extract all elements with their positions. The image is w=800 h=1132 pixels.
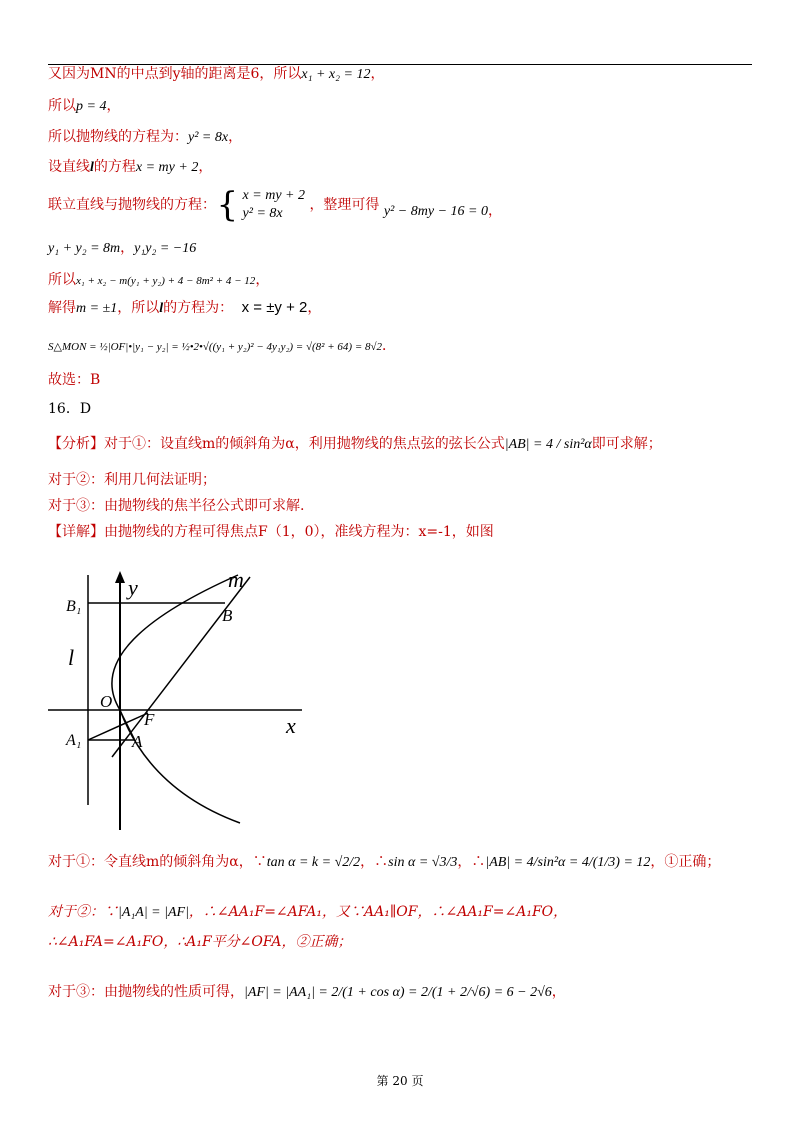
label-a1: A₁: [66, 732, 82, 749]
text-line-18: ∴∠A₁FA=∠A₁FO，∴A₁F平分∠OFA，②正确；: [48, 934, 352, 950]
parabola-curve: [112, 575, 240, 823]
parabola-figure: [40, 565, 320, 835]
text-line-13: 对于②：利用几何法证明；: [48, 472, 216, 488]
label-o: O: [100, 692, 113, 711]
text-line-4: 设直线l的方程x = my + 2，: [48, 159, 213, 175]
text-line-11: 16．D: [48, 401, 92, 417]
label-l: l: [68, 645, 75, 670]
label-f: F: [144, 710, 155, 729]
label-y: y: [128, 575, 138, 600]
label-b: B: [222, 606, 233, 625]
text-line-19: 对于③：由抛物线的性质可得，|AF| = |AA₁| = 2/(1 + cos α) = 2/(1 + 2/√6) = 6 − 2√6，: [48, 984, 566, 1000]
page-number: 第 20 页: [376, 1074, 424, 1088]
text-line-3: 所以抛物线的方程为：y² = 8x，: [48, 129, 243, 145]
label-a: A: [132, 732, 143, 751]
text-line-17: 对于②：∵|A₁A| = |AF|，∴∠AA₁F=∠AFA₁，又∵AA₁∥OF，∴∠AA₁F=∠A₁FO，: [48, 904, 568, 920]
text-line-12: 【分析】对于①：设直线m的倾斜角为α，利用抛物线的焦点弦的弦长公式|AB| = 4 / sin²α即可求解；: [48, 436, 662, 452]
text-line-16: 对于①：令直线m的倾斜角为α，∵tan α = k = √2/2，∴sin α = √3/3，∴|AB| = 4/sin²α = 4/(1/3) = 12，①正确；: [48, 854, 721, 870]
text-line-15: 【详解】由抛物线的方程可得焦点F（1，0），准线方程为：x=-1，如图: [48, 524, 494, 540]
label-m: m: [228, 567, 244, 592]
text-line-8: 解得m = ±1，所以l的方程为： x = ±y + 2，: [48, 299, 322, 316]
text-line-2: 所以p = 4，: [48, 98, 121, 114]
text-line-14: 对于③：由抛物线的焦半径公式即可求解.: [48, 498, 305, 514]
text-line-1: 又因为MN的中点到y轴的距离是6，所以x₁ + x₂ = 12，: [48, 66, 385, 82]
text-line-5: 联立直线与抛物线的方程： { x = my + 2 y² = 8x ，整理可得 y² − 8my − 16 = 0，: [48, 185, 502, 225]
label-b1: B₁: [66, 598, 82, 615]
text-line-9: S△MON = ½|OF|•|y₁ − y₂| = ½•2•√((y₁ + y₂)² − 4y₁y₂) = √(8² + 64) = 8√2．: [48, 338, 397, 354]
text-line-6: y₁ + y₂ = 8m，y₁y₂ = −16: [48, 240, 197, 256]
label-x: x: [286, 713, 296, 738]
text-line-10: 故选：B: [48, 372, 101, 388]
text-line-7: 所以x₁ + x₂ − m(y₁ + y₂) + 4 − 8m² + 4 − 12，: [48, 272, 270, 288]
y-axis-arrow-icon: [115, 571, 125, 583]
